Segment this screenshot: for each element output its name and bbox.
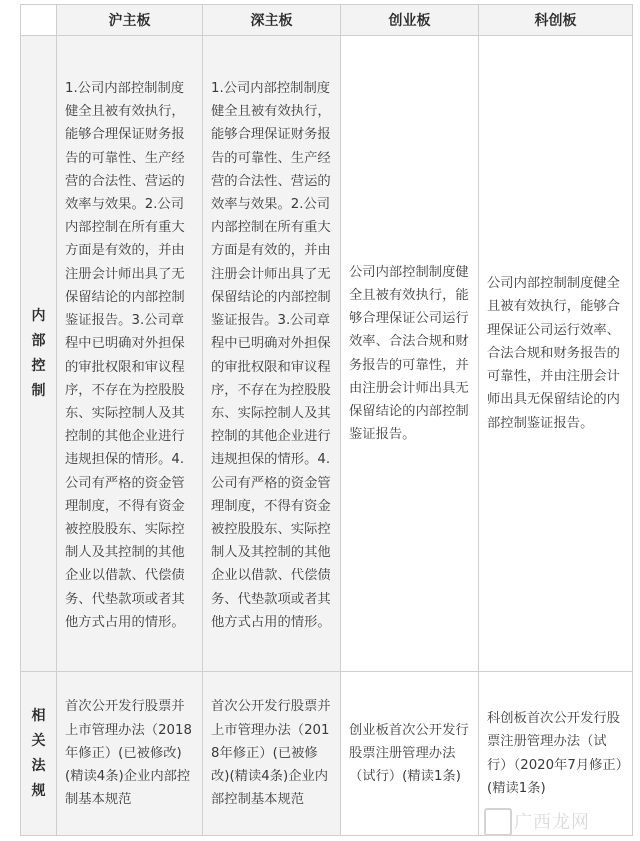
table-cell: 公司内部控制制度健全且被有效执行，能够合理保证公司运行效率、合法合规和财务报告的可靠性，并由注册会计师出具无保留结论的内部控制鉴证报告。 [341,36,479,672]
header-sh-main: 沪主板 [57,5,203,36]
row-label-internal-control: 内部控制 [21,36,57,672]
table-cell: 科创板首次公开发行股票注册管理办法（试行）（2020年7月修正）(精读1条) [479,672,633,836]
row-label-regulations: 相关法规 [21,672,57,836]
watermark-logo-icon [484,808,512,836]
header-row [21,5,633,36]
table-cell: 首次公开发行股票并上市管理办法（2018年修正）(已被修改)(精读4条)企业内部控制基本规范 [57,672,203,836]
table-cell: 1.公司内部控制制度健全且被有效执行，能够合理保证财务报告的可靠性、生产经营的合法性、营运的效率与效果。2.公司内部控制在所有重大方面是有效的，并由注册会计师出具了无保留结论的内部控制鉴证报告。3.公司章程中已明确对外担保的审批权限和审议程序，不存在为控股股东、实际控制人及其控制的其他企业进行违规担保的情形。4.公司有严格的资金管理制度，不得有资金被控股股东、实际控制人及其控制的其他企业以借款、代偿债务、代垫款项或者其他方式占用的情形。 [57,36,203,672]
table-cell: 创业板首次公开发行股票注册管理办法（试行）(精读1条) [341,672,479,836]
header-chinext: 创业板 [341,5,479,36]
comparison-table [20,4,633,836]
header-sz-main: 深主板 [203,5,341,36]
header-star-market: 科创板 [479,5,633,36]
table-row [21,36,633,672]
table-cell: 公司内部控制制度健全且被有效执行，能够合理保证公司运行效率、合法合规和财务报告的可靠性，并由注册会计师出具无保留结论的内部控制鉴证报告。 [479,36,633,672]
table-cell: 首次公开发行股票并上市管理办法（2018年修正）(已被修改)(精读4条)企业内部控制基本规范 [203,672,341,836]
header-corner [21,5,57,36]
table-cell: 1.公司内部控制制度健全且被有效执行，能够合理保证财务报告的可靠性、生产经营的合法性、营运的效率与效果。2.公司内部控制在所有重大方面是有效的，并由注册会计师出具了无保留结论的内部控制鉴证报告。3.公司章程中已明确对外担保的审批权限和审议程序，不存在为控股股东、实际控制人及其控制的其他企业进行违规担保的情形。4.公司有严格的资金管理制度，不得有资金被控股股东、实际控制人及其控制的其他企业以借款、代偿债务、代垫款项或者其他方式占用的情形。 [203,36,341,672]
watermark: 广西龙网 [514,812,590,833]
